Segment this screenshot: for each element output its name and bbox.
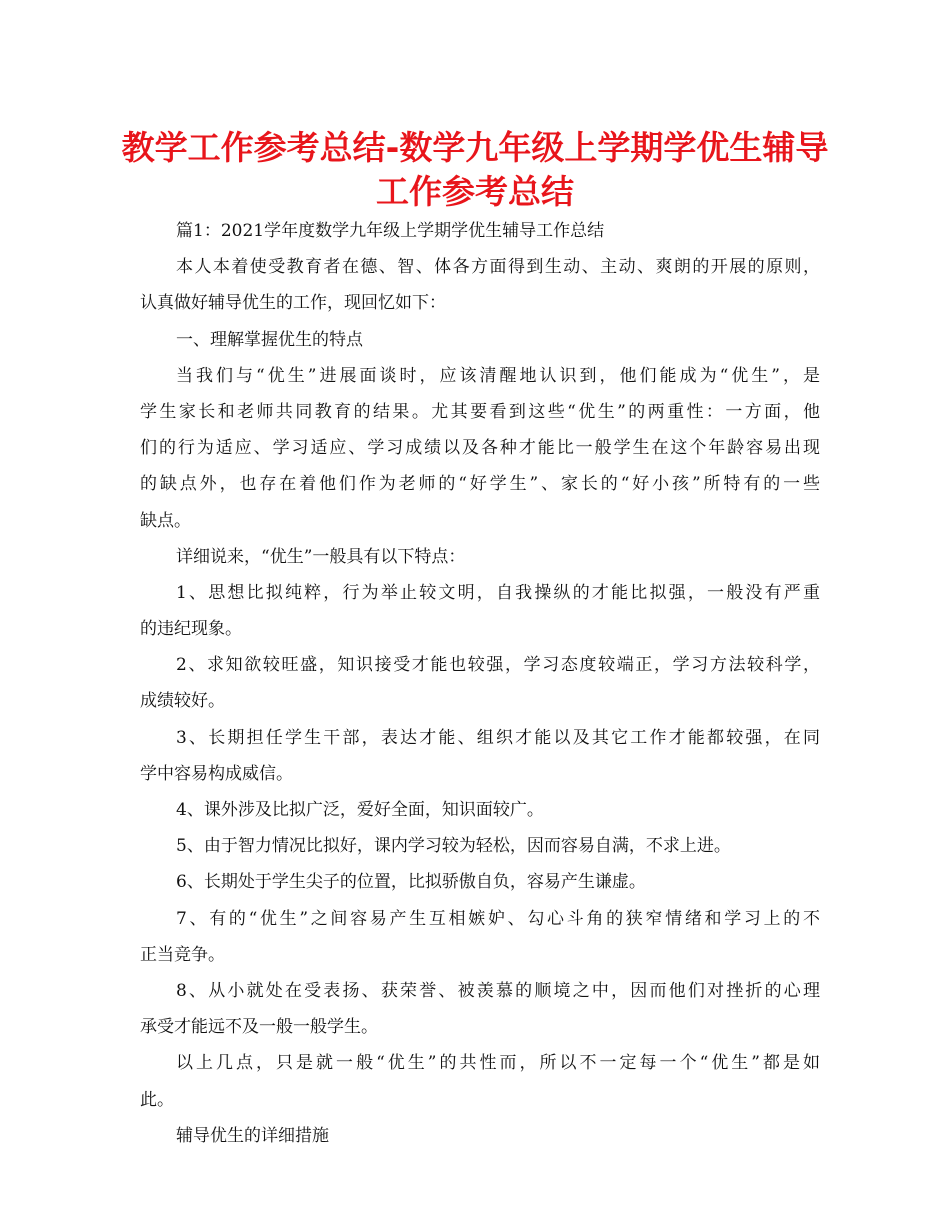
paragraph-line: 学生家长和老师共同教育的结果。尤其要看到这些“优生”的两重性：一方面，他: [140, 401, 820, 422]
list-item-line: 8、从小就处在受表扬、获荣誉、被羡慕的顺境之中，因而他们对挫折的心理: [176, 980, 820, 1001]
paragraph-line: 以上几点，只是就一般“优生”的共性而，所以不一定每一个“优生”都是如: [176, 1053, 820, 1074]
list-item-line: 7、有的“优生”之间容易产生互相嫉妒、勾心斗角的狭窄情绪和学习上的不: [176, 908, 820, 929]
list-item-line: 2、求知欲较旺盛，知识接受才能也较强，学习态度较端正，学习方法较科学，: [176, 655, 820, 676]
paragraph-line: 缺点。: [140, 510, 191, 531]
paragraph-line: 此。: [140, 1089, 174, 1110]
list-item-line: 学中容易构成威信。: [140, 763, 293, 784]
list-item-line: 6、长期处于学生尖子的位置，比拟骄傲自负，容易产生谦虚。: [176, 872, 646, 893]
paragraph-line: 本人本着使受教育者在德、智、体各方面得到生动、主动、爽朗的开展的原则，: [176, 257, 820, 278]
paragraph-line: 们的行为适应、学习适应、学习成绩以及各种才能比一般学生在这个年龄容易出现: [140, 438, 820, 459]
paragraph-line: 的缺点外，也存在着他们作为老师的“好学生”、家长的“好小孩”所特有的一些: [140, 474, 820, 495]
paragraph-line: 详细说来，“优生”一般具有以下特点：: [176, 546, 466, 567]
paragraph-line: 当我们与“优生”进展面谈时，应该清醒地认识到，他们能成为“优生”，是: [176, 365, 820, 386]
list-item-line: 4、课外涉及比拟广泛，爱好全面，知识面较广。: [176, 800, 544, 820]
paragraph-line: 认真做好辅导优生的工作，现回忆如下：: [140, 293, 446, 314]
list-item-line: 5、由于智力情况比拟好，课内学习较为轻松，因而容易自满，不求上进。: [176, 836, 731, 857]
list-item-line: 正当竞争。: [140, 944, 225, 965]
list-item-line: 承受才能远不及一般一般学生。: [140, 1017, 378, 1038]
paragraph-line: 篇1：2021学年度数学九年级上学期学优生辅导工作总结: [176, 221, 605, 241]
section-heading: 辅导优生的详细措施: [176, 1125, 329, 1146]
list-item-line: 3、长期担任学生干部，表达才能、组织才能以及其它工作才能都较强，在同: [176, 727, 820, 748]
list-item-line: 成绩较好。: [140, 691, 225, 712]
document-title-line-1: 教学工作参考总结-数学九年级上学期学优生辅导: [121, 128, 829, 167]
document-title-line-2: 工作参考总结: [376, 172, 574, 211]
document-body: [140, 213, 820, 1154]
list-item-line: 1、思想比拟纯粹，行为举止较文明，自我操纵的才能比拟强，一般没有严重: [176, 582, 820, 603]
list-item-line: 的违纪现象。: [140, 619, 242, 640]
section-heading: 一、理解掌握优生的特点: [176, 329, 363, 350]
